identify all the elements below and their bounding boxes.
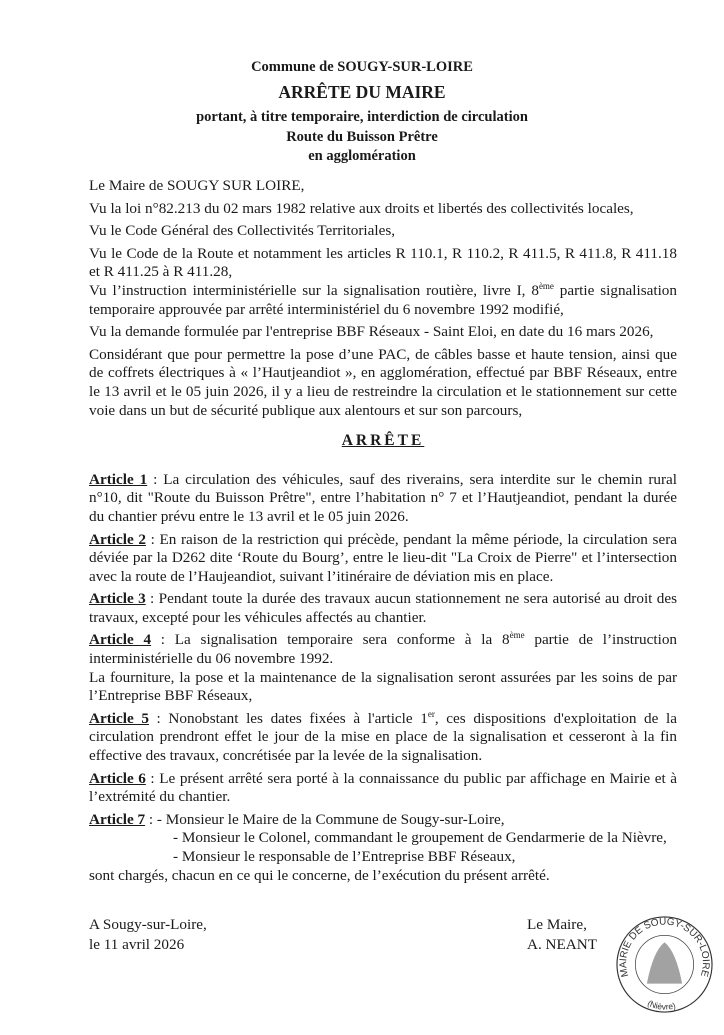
- superscript: er: [427, 708, 435, 719]
- mairie-stamp: [607, 907, 722, 1022]
- article-label: Article 5: [89, 709, 149, 727]
- place-and-date: [89, 915, 207, 954]
- article-text: : Pendant toute la durée des travaux aucun stationnement ne sera autorisé au droit des travaux, excepté pour les véhicules affectés au chantier.: [89, 590, 678, 626]
- signature-date: le 11 avril 2026: [89, 935, 185, 953]
- subtitle-line: en agglomération: [308, 148, 416, 164]
- article-text: : En raison de la restriction qui précède, pendant la même période, la circulation sera déviée par la D262 dite ‘Route du Bourg’, entre le lieu-dit "La Croix de Pierre" et l’intersection avec la route de l’Haujeandiot, suivant l’itinéraire de déviation mis en place.: [89, 530, 677, 585]
- article-label: Article 1: [89, 470, 148, 488]
- article-1: [89, 471, 677, 527]
- preamble-vu-instruction: [89, 282, 677, 319]
- text: Vu l’instruction interministérielle sur la signalisation routière, livre I, 8: [89, 281, 539, 299]
- article-7: [89, 811, 677, 885]
- stamp-emblem: [647, 942, 682, 983]
- preamble-considerant: Considérant que pour permettre la pose d’une PAC, de câbles basse et haute tension, ainsi que de coffrets électriques à « l’Hautjeandiot », en agglomération, effectué par BBF Réseaux, entre le 13 avril et le 05 juin 2026, il y a lieu de restreindre la circulation et le stationnement sur cette voie dans un but de sécurité publique aux alentours et sur son parcours,: [89, 345, 677, 419]
- article-6: [89, 770, 677, 807]
- document-title: ARRÊTE DU MAIRE: [278, 82, 446, 102]
- article-text: : La signalisation temporaire sera conforme à la 8: [151, 631, 510, 649]
- superscript: ème: [509, 630, 525, 641]
- article-4: [89, 631, 677, 668]
- article-label: Article 4: [89, 631, 152, 649]
- document-body: [89, 177, 711, 1035]
- superscript: ème: [538, 280, 554, 291]
- article-list-item: - Monsieur le responsable de l’Entreprise BBF Réseaux,: [173, 848, 516, 865]
- article-5: [89, 710, 677, 766]
- article-label: Article 2: [89, 530, 146, 548]
- article-label: Article 6: [89, 769, 146, 787]
- article-3: [89, 590, 677, 627]
- article-text: , ces dispositions d'exploitation de la circulation prendront effet le jour de la mise en place de la signalisation et cesseront à la fin effective des travaux, concrétisée par la levée de la signalisation.: [89, 709, 677, 765]
- stamp-top-text: MAIRIE DE SOUGY-SUR-LOIRE: [618, 916, 711, 979]
- signature-name: A. NEANT: [527, 935, 598, 953]
- preamble-mayor: Le Maire de SOUGY SUR LOIRE,: [89, 177, 305, 194]
- preamble-vu-code-route: Vu le Code de la Route et notamment les articles R 110.1, R 110.2, R 411.5, R 411.8, R 411.18 et R 411.25 à R 411.28,: [89, 244, 677, 281]
- article-list-item: - Monsieur le Colonel, commandant le groupement de Gendarmerie de la Nièvre,: [173, 829, 667, 847]
- article-2: [89, 531, 677, 587]
- article-text: partie de l’instruction interministérielle du 06 novembre 1992.: [89, 631, 678, 668]
- commune-name: Commune de SOUGY-SUR-LOIRE: [251, 59, 473, 75]
- section-title: ARRÊTE: [341, 432, 425, 450]
- preamble-vu-cgct: Vu le Code Général des Collectivités Territoriales,: [89, 222, 396, 240]
- subtitle-line: Route du Buisson Prêtre: [286, 128, 438, 145]
- stamp-bottom-text: (Nièvre): [645, 998, 677, 1012]
- article-closing: sont chargés, chacun en ce qui le concerne, de l’exécution du présent arrêté.: [89, 866, 550, 884]
- preamble-vu-demande: Vu la demande formulée par l'entreprise BBF Réseaux - Saint Eloi, en date du 16 mars 2026,: [89, 323, 654, 341]
- signature-row: [89, 915, 711, 1035]
- article-text: : La circulation des véhicules, sauf des riverains, sera interdite sur le chemin rural n°10, dit "Route du Buisson Prêtre", entre l’habitation n° 7 et l’Hautjeandiot, pendant la durée du chantier prévu entre le 13 avril et le 05 juin 2026.: [89, 470, 677, 525]
- text: partie signalisation temporaire approuvée par arrêté interministériel du 6 novembre 1992 modifié,: [89, 281, 677, 318]
- signature-place: A Sougy-sur-Loire,: [89, 916, 207, 934]
- article-text: : Nonobstant les dates fixées à l'article 1: [148, 709, 428, 727]
- subtitle-line: portant, à titre temporaire, interdiction de circulation: [196, 109, 528, 125]
- article-label: Article 3: [89, 590, 146, 608]
- article-label: Article 7: [89, 810, 146, 828]
- mayor-signature-block: [527, 915, 711, 1012]
- article-text: : Le présent arrêté sera porté à la connaissance du public par affichage en Mairie et à l’extrémité du chantier.: [89, 769, 677, 806]
- signature-role: Le Maire,: [527, 916, 587, 934]
- document-subtitle: [0, 108, 724, 167]
- article-4-continued: La fourniture, la pose et la maintenance de la signalisation seront assurées par les soins de par l’Entreprise BBF Réseaux,: [89, 668, 677, 705]
- preamble-vu-loi: Vu la loi n°82.213 du 02 mars 1982 relative aux droits et libertés des collectivités locales,: [89, 199, 634, 217]
- article-list-item: : - Monsieur le Maire de la Commune de Sougy-sur-Loire,: [145, 810, 505, 828]
